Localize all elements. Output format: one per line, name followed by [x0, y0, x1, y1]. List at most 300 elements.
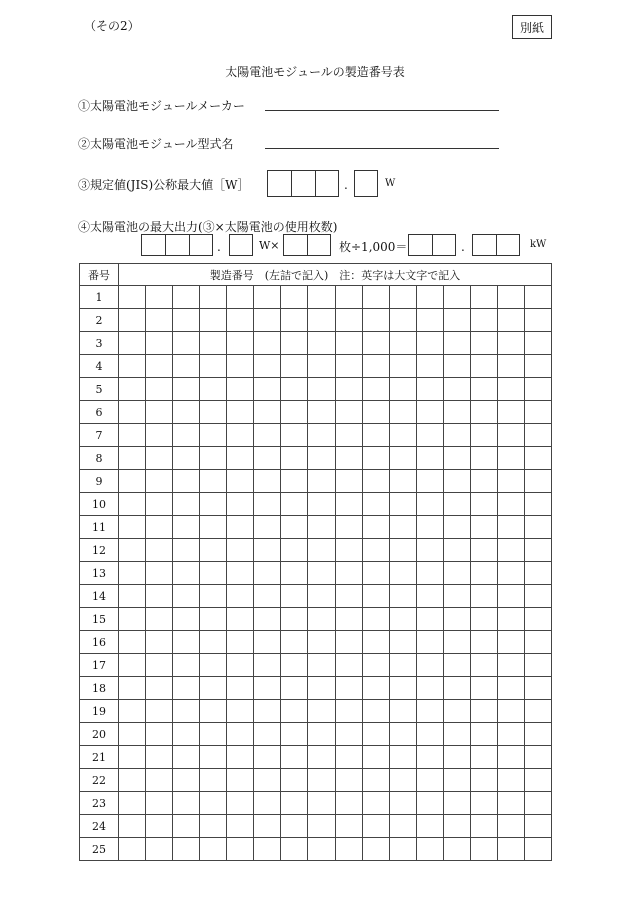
serial-char-cell[interactable]: [173, 700, 200, 723]
serial-char-cell[interactable]: [416, 424, 443, 447]
serial-char-cell[interactable]: [119, 401, 146, 424]
serial-char-cell[interactable]: [362, 447, 389, 470]
serial-char-cell[interactable]: [227, 516, 254, 539]
serial-char-cell[interactable]: [362, 401, 389, 424]
serial-char-cell[interactable]: [146, 746, 173, 769]
serial-char-cell[interactable]: [227, 401, 254, 424]
serial-char-cell[interactable]: [335, 838, 362, 861]
serial-char-cell[interactable]: [281, 401, 308, 424]
serial-char-cell[interactable]: [281, 700, 308, 723]
serial-char-cell[interactable]: [146, 470, 173, 493]
serial-char-cell[interactable]: [173, 401, 200, 424]
serial-char-cell[interactable]: [254, 838, 281, 861]
serial-char-cell[interactable]: [362, 378, 389, 401]
serial-char-cell[interactable]: [335, 401, 362, 424]
serial-char-cell[interactable]: [200, 746, 227, 769]
digit-box[interactable]: [291, 171, 314, 196]
serial-char-cell[interactable]: [443, 516, 470, 539]
serial-char-cell[interactable]: [389, 723, 416, 746]
serial-char-cell[interactable]: [254, 493, 281, 516]
serial-char-cell[interactable]: [281, 746, 308, 769]
serial-char-cell[interactable]: [173, 470, 200, 493]
serial-char-cell[interactable]: [254, 470, 281, 493]
serial-char-cell[interactable]: [443, 700, 470, 723]
serial-char-cell[interactable]: [308, 608, 335, 631]
serial-char-cell[interactable]: [443, 792, 470, 815]
serial-char-cell[interactable]: [335, 654, 362, 677]
serial-char-cell[interactable]: [362, 815, 389, 838]
serial-char-cell[interactable]: [173, 769, 200, 792]
serial-char-cell[interactable]: [470, 838, 497, 861]
serial-char-cell[interactable]: [119, 700, 146, 723]
serial-char-cell[interactable]: [146, 332, 173, 355]
serial-char-cell[interactable]: [119, 424, 146, 447]
serial-char-cell[interactable]: [200, 585, 227, 608]
serial-char-cell[interactable]: [362, 792, 389, 815]
serial-char-cell[interactable]: [497, 585, 524, 608]
serial-char-cell[interactable]: [416, 286, 443, 309]
serial-char-cell[interactable]: [470, 815, 497, 838]
serial-char-cell[interactable]: [254, 424, 281, 447]
serial-char-cell[interactable]: [335, 792, 362, 815]
serial-char-cell[interactable]: [254, 309, 281, 332]
serial-char-cell[interactable]: [281, 769, 308, 792]
serial-char-cell[interactable]: [389, 539, 416, 562]
serial-char-cell[interactable]: [308, 378, 335, 401]
serial-char-cell[interactable]: [227, 677, 254, 700]
serial-char-cell[interactable]: [200, 677, 227, 700]
serial-char-cell[interactable]: [416, 493, 443, 516]
serial-char-cell[interactable]: [254, 562, 281, 585]
serial-char-cell[interactable]: [335, 746, 362, 769]
serial-char-cell[interactable]: [227, 378, 254, 401]
serial-char-cell[interactable]: [443, 378, 470, 401]
serial-char-cell[interactable]: [200, 309, 227, 332]
serial-char-cell[interactable]: [146, 654, 173, 677]
serial-char-cell[interactable]: [173, 815, 200, 838]
rated-integer-boxes[interactable]: [267, 170, 339, 197]
digit-box[interactable]: [268, 171, 291, 196]
serial-char-cell[interactable]: [470, 516, 497, 539]
serial-char-cell[interactable]: [281, 792, 308, 815]
serial-char-cell[interactable]: [146, 769, 173, 792]
serial-char-cell[interactable]: [497, 355, 524, 378]
serial-char-cell[interactable]: [335, 585, 362, 608]
serial-char-cell[interactable]: [254, 332, 281, 355]
serial-char-cell[interactable]: [362, 424, 389, 447]
serial-char-cell[interactable]: [443, 539, 470, 562]
serial-char-cell[interactable]: [335, 700, 362, 723]
digit-box[interactable]: [142, 235, 165, 255]
serial-char-cell[interactable]: [308, 585, 335, 608]
serial-char-cell[interactable]: [443, 355, 470, 378]
serial-char-cell[interactable]: [200, 447, 227, 470]
serial-char-cell[interactable]: [227, 470, 254, 493]
serial-char-cell[interactable]: [173, 424, 200, 447]
serial-char-cell[interactable]: [362, 539, 389, 562]
serial-char-cell[interactable]: [389, 631, 416, 654]
serial-char-cell[interactable]: [308, 516, 335, 539]
digit-box[interactable]: [284, 235, 307, 255]
serial-char-cell[interactable]: [227, 815, 254, 838]
serial-char-cell[interactable]: [443, 447, 470, 470]
serial-char-cell[interactable]: [200, 401, 227, 424]
serial-char-cell[interactable]: [524, 815, 551, 838]
serial-char-cell[interactable]: [497, 838, 524, 861]
serial-char-cell[interactable]: [443, 677, 470, 700]
serial-char-cell[interactable]: [470, 562, 497, 585]
serial-char-cell[interactable]: [227, 585, 254, 608]
serial-char-cell[interactable]: [200, 516, 227, 539]
serial-char-cell[interactable]: [173, 654, 200, 677]
serial-char-cell[interactable]: [119, 631, 146, 654]
serial-char-cell[interactable]: [308, 539, 335, 562]
serial-char-cell[interactable]: [254, 286, 281, 309]
serial-char-cell[interactable]: [335, 815, 362, 838]
serial-char-cell[interactable]: [524, 309, 551, 332]
serial-char-cell[interactable]: [146, 355, 173, 378]
serial-char-cell[interactable]: [227, 539, 254, 562]
serial-char-cell[interactable]: [146, 608, 173, 631]
serial-char-cell[interactable]: [200, 769, 227, 792]
serial-char-cell[interactable]: [173, 332, 200, 355]
serial-char-cell[interactable]: [281, 631, 308, 654]
serial-char-cell[interactable]: [308, 838, 335, 861]
serial-char-cell[interactable]: [227, 654, 254, 677]
serial-char-cell[interactable]: [254, 815, 281, 838]
serial-char-cell[interactable]: [254, 700, 281, 723]
serial-char-cell[interactable]: [389, 769, 416, 792]
serial-char-cell[interactable]: [173, 516, 200, 539]
serial-char-cell[interactable]: [173, 631, 200, 654]
serial-char-cell[interactable]: [200, 470, 227, 493]
serial-char-cell[interactable]: [362, 562, 389, 585]
serial-char-cell[interactable]: [146, 286, 173, 309]
serial-char-cell[interactable]: [254, 677, 281, 700]
serial-char-cell[interactable]: [389, 608, 416, 631]
digit-box[interactable]: [496, 235, 519, 255]
serial-char-cell[interactable]: [524, 378, 551, 401]
serial-char-cell[interactable]: [389, 309, 416, 332]
serial-char-cell[interactable]: [443, 401, 470, 424]
serial-char-cell[interactable]: [470, 677, 497, 700]
serial-char-cell[interactable]: [281, 447, 308, 470]
serial-char-cell[interactable]: [335, 493, 362, 516]
serial-char-cell[interactable]: [335, 562, 362, 585]
serial-char-cell[interactable]: [254, 585, 281, 608]
serial-char-cell[interactable]: [362, 332, 389, 355]
serial-char-cell[interactable]: [416, 815, 443, 838]
serial-char-cell[interactable]: [362, 746, 389, 769]
digit-box[interactable]: [432, 235, 455, 255]
serial-char-cell[interactable]: [119, 654, 146, 677]
serial-char-cell[interactable]: [389, 493, 416, 516]
serial-char-cell[interactable]: [524, 769, 551, 792]
serial-char-cell[interactable]: [497, 792, 524, 815]
serial-char-cell[interactable]: [470, 585, 497, 608]
serial-char-cell[interactable]: [200, 631, 227, 654]
serial-char-cell[interactable]: [308, 815, 335, 838]
serial-char-cell[interactable]: [281, 355, 308, 378]
serial-char-cell[interactable]: [146, 838, 173, 861]
serial-char-cell[interactable]: [497, 539, 524, 562]
serial-char-cell[interactable]: [308, 792, 335, 815]
serial-char-cell[interactable]: [524, 424, 551, 447]
serial-char-cell[interactable]: [335, 631, 362, 654]
serial-char-cell[interactable]: [227, 424, 254, 447]
serial-char-cell[interactable]: [389, 585, 416, 608]
serial-char-cell[interactable]: [416, 516, 443, 539]
serial-char-cell[interactable]: [119, 332, 146, 355]
serial-char-cell[interactable]: [497, 516, 524, 539]
serial-char-cell[interactable]: [173, 309, 200, 332]
serial-char-cell[interactable]: [281, 332, 308, 355]
serial-char-cell[interactable]: [227, 631, 254, 654]
serial-char-cell[interactable]: [308, 355, 335, 378]
serial-char-cell[interactable]: [308, 562, 335, 585]
serial-char-cell[interactable]: [389, 286, 416, 309]
serial-char-cell[interactable]: [119, 677, 146, 700]
serial-char-cell[interactable]: [254, 516, 281, 539]
serial-char-cell[interactable]: [497, 309, 524, 332]
serial-char-cell[interactable]: [308, 424, 335, 447]
serial-char-cell[interactable]: [524, 631, 551, 654]
serial-char-cell[interactable]: [470, 631, 497, 654]
serial-char-cell[interactable]: [362, 309, 389, 332]
serial-char-cell[interactable]: [119, 539, 146, 562]
serial-char-cell[interactable]: [416, 309, 443, 332]
serial-char-cell[interactable]: [524, 723, 551, 746]
serial-char-cell[interactable]: [416, 562, 443, 585]
serial-char-cell[interactable]: [119, 378, 146, 401]
serial-char-cell[interactable]: [362, 631, 389, 654]
serial-char-cell[interactable]: [443, 332, 470, 355]
serial-char-cell[interactable]: [119, 746, 146, 769]
serial-char-cell[interactable]: [470, 401, 497, 424]
serial-char-cell[interactable]: [227, 493, 254, 516]
serial-char-cell[interactable]: [335, 769, 362, 792]
serial-char-cell[interactable]: [470, 493, 497, 516]
serial-char-cell[interactable]: [254, 654, 281, 677]
serial-char-cell[interactable]: [227, 332, 254, 355]
serial-char-cell[interactable]: [362, 608, 389, 631]
serial-char-cell[interactable]: [308, 447, 335, 470]
serial-char-cell[interactable]: [524, 447, 551, 470]
serial-char-cell[interactable]: [281, 286, 308, 309]
serial-char-cell[interactable]: [416, 631, 443, 654]
serial-char-cell[interactable]: [281, 470, 308, 493]
serial-char-cell[interactable]: [200, 838, 227, 861]
serial-char-cell[interactable]: [119, 516, 146, 539]
serial-char-cell[interactable]: [443, 815, 470, 838]
serial-char-cell[interactable]: [524, 838, 551, 861]
serial-char-cell[interactable]: [227, 309, 254, 332]
serial-char-cell[interactable]: [308, 700, 335, 723]
serial-char-cell[interactable]: [497, 470, 524, 493]
serial-char-cell[interactable]: [497, 769, 524, 792]
serial-char-cell[interactable]: [200, 700, 227, 723]
serial-char-cell[interactable]: [335, 309, 362, 332]
serial-char-cell[interactable]: [281, 493, 308, 516]
serial-char-cell[interactable]: [254, 355, 281, 378]
serial-char-cell[interactable]: [119, 447, 146, 470]
serial-char-cell[interactable]: [281, 516, 308, 539]
serial-char-cell[interactable]: [200, 792, 227, 815]
serial-char-cell[interactable]: [308, 677, 335, 700]
serial-char-cell[interactable]: [497, 493, 524, 516]
serial-char-cell[interactable]: [362, 516, 389, 539]
serial-char-cell[interactable]: [389, 401, 416, 424]
serial-char-cell[interactable]: [524, 654, 551, 677]
serial-char-cell[interactable]: [254, 746, 281, 769]
digit-box[interactable]: [189, 235, 212, 255]
serial-char-cell[interactable]: [308, 286, 335, 309]
serial-char-cell[interactable]: [146, 585, 173, 608]
serial-char-cell[interactable]: [416, 332, 443, 355]
serial-char-cell[interactable]: [308, 309, 335, 332]
serial-char-cell[interactable]: [335, 539, 362, 562]
serial-char-cell[interactable]: [146, 562, 173, 585]
serial-char-cell[interactable]: [524, 562, 551, 585]
serial-char-cell[interactable]: [146, 723, 173, 746]
serial-char-cell[interactable]: [335, 470, 362, 493]
serial-char-cell[interactable]: [416, 792, 443, 815]
serial-char-cell[interactable]: [200, 355, 227, 378]
output-decimal-box[interactable]: [229, 234, 253, 256]
serial-char-cell[interactable]: [524, 792, 551, 815]
serial-char-cell[interactable]: [227, 286, 254, 309]
kw-integer-boxes[interactable]: [408, 234, 456, 256]
serial-char-cell[interactable]: [389, 677, 416, 700]
serial-char-cell[interactable]: [416, 401, 443, 424]
model-field[interactable]: [265, 148, 499, 149]
serial-char-cell[interactable]: [200, 539, 227, 562]
serial-char-cell[interactable]: [497, 746, 524, 769]
serial-char-cell[interactable]: [443, 608, 470, 631]
serial-char-cell[interactable]: [470, 746, 497, 769]
serial-char-cell[interactable]: [416, 447, 443, 470]
serial-char-cell[interactable]: [416, 355, 443, 378]
serial-char-cell[interactable]: [470, 792, 497, 815]
serial-char-cell[interactable]: [146, 401, 173, 424]
serial-char-cell[interactable]: [173, 585, 200, 608]
serial-char-cell[interactable]: [335, 447, 362, 470]
serial-char-cell[interactable]: [389, 792, 416, 815]
digit-box[interactable]: [307, 235, 330, 255]
serial-char-cell[interactable]: [254, 723, 281, 746]
serial-char-cell[interactable]: [119, 608, 146, 631]
serial-char-cell[interactable]: [173, 539, 200, 562]
serial-char-cell[interactable]: [254, 631, 281, 654]
serial-char-cell[interactable]: [389, 447, 416, 470]
serial-char-cell[interactable]: [497, 401, 524, 424]
serial-char-cell[interactable]: [389, 562, 416, 585]
serial-char-cell[interactable]: [200, 424, 227, 447]
serial-char-cell[interactable]: [362, 470, 389, 493]
serial-char-cell[interactable]: [281, 815, 308, 838]
serial-char-cell[interactable]: [227, 723, 254, 746]
serial-char-cell[interactable]: [362, 838, 389, 861]
serial-char-cell[interactable]: [470, 723, 497, 746]
serial-char-cell[interactable]: [335, 608, 362, 631]
serial-char-cell[interactable]: [200, 562, 227, 585]
serial-char-cell[interactable]: [497, 447, 524, 470]
serial-char-cell[interactable]: [416, 470, 443, 493]
serial-char-cell[interactable]: [173, 608, 200, 631]
serial-char-cell[interactable]: [281, 654, 308, 677]
serial-char-cell[interactable]: [281, 608, 308, 631]
serial-char-cell[interactable]: [389, 815, 416, 838]
serial-char-cell[interactable]: [173, 677, 200, 700]
serial-char-cell[interactable]: [173, 355, 200, 378]
serial-char-cell[interactable]: [470, 447, 497, 470]
serial-char-cell[interactable]: [524, 286, 551, 309]
serial-char-cell[interactable]: [227, 746, 254, 769]
serial-char-cell[interactable]: [443, 493, 470, 516]
kw-decimal-boxes[interactable]: [472, 234, 520, 256]
serial-char-cell[interactable]: [524, 746, 551, 769]
serial-char-cell[interactable]: [443, 424, 470, 447]
serial-char-cell[interactable]: [281, 309, 308, 332]
serial-char-cell[interactable]: [335, 677, 362, 700]
serial-char-cell[interactable]: [524, 493, 551, 516]
serial-char-cell[interactable]: [524, 539, 551, 562]
serial-char-cell[interactable]: [497, 286, 524, 309]
serial-char-cell[interactable]: [308, 493, 335, 516]
serial-char-cell[interactable]: [362, 654, 389, 677]
serial-char-cell[interactable]: [281, 424, 308, 447]
serial-char-cell[interactable]: [173, 746, 200, 769]
serial-char-cell[interactable]: [524, 332, 551, 355]
serial-char-cell[interactable]: [281, 562, 308, 585]
serial-char-cell[interactable]: [146, 309, 173, 332]
serial-char-cell[interactable]: [416, 378, 443, 401]
serial-char-cell[interactable]: [146, 539, 173, 562]
serial-char-cell[interactable]: [119, 286, 146, 309]
serial-char-cell[interactable]: [281, 378, 308, 401]
serial-char-cell[interactable]: [119, 309, 146, 332]
serial-char-cell[interactable]: [497, 631, 524, 654]
serial-char-cell[interactable]: [524, 700, 551, 723]
serial-char-cell[interactable]: [497, 424, 524, 447]
serial-char-cell[interactable]: [416, 539, 443, 562]
serial-char-cell[interactable]: [416, 677, 443, 700]
serial-char-cell[interactable]: [416, 585, 443, 608]
serial-char-cell[interactable]: [389, 700, 416, 723]
serial-char-cell[interactable]: [362, 493, 389, 516]
serial-char-cell[interactable]: [173, 447, 200, 470]
serial-char-cell[interactable]: [254, 401, 281, 424]
serial-char-cell[interactable]: [173, 723, 200, 746]
serial-char-cell[interactable]: [335, 723, 362, 746]
serial-char-cell[interactable]: [524, 401, 551, 424]
serial-char-cell[interactable]: [173, 378, 200, 401]
serial-char-cell[interactable]: [173, 562, 200, 585]
serial-char-cell[interactable]: [497, 700, 524, 723]
serial-char-cell[interactable]: [362, 585, 389, 608]
serial-char-cell[interactable]: [254, 608, 281, 631]
rated-decimal-box[interactable]: [354, 170, 378, 197]
serial-char-cell[interactable]: [146, 447, 173, 470]
serial-char-cell[interactable]: [227, 608, 254, 631]
serial-char-cell[interactable]: [146, 378, 173, 401]
serial-char-cell[interactable]: [227, 838, 254, 861]
serial-char-cell[interactable]: [119, 815, 146, 838]
digit-box[interactable]: [409, 235, 432, 255]
serial-char-cell[interactable]: [443, 631, 470, 654]
digit-box[interactable]: [473, 235, 496, 255]
serial-char-cell[interactable]: [470, 700, 497, 723]
